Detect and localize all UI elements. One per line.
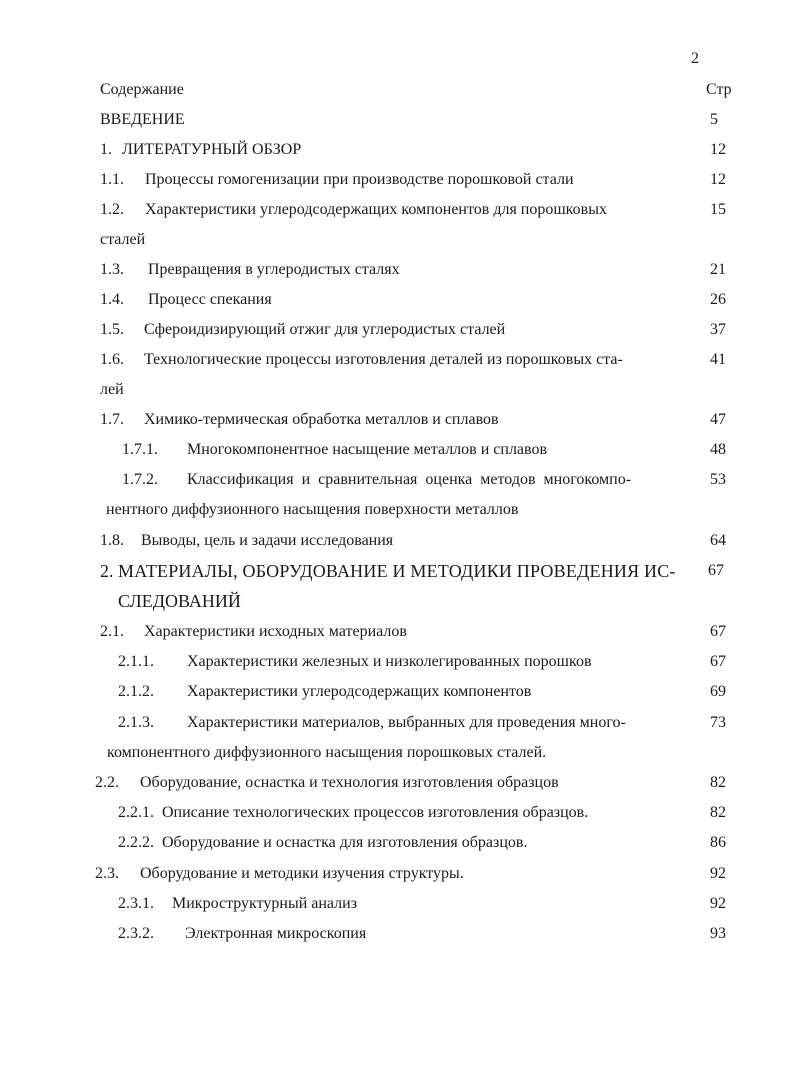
toc-entry-page: 67 — [710, 623, 726, 640]
toc-entry-page: 53 — [710, 471, 726, 488]
page-number: 2 — [691, 50, 699, 67]
toc-entry-title: Технологические процессы изготовления деталей из порошковых ста- — [144, 351, 623, 368]
toc-entry-number: 1.7.2. — [122, 471, 158, 488]
toc-entry-number: 2.1.2. — [118, 683, 154, 700]
toc-entry-title: Классификация и сравнительная оценка методов многокомпо- — [187, 471, 632, 488]
toc-entry — [0, 200, 792, 230]
toc-entry-title: ЛИТЕРАТУРНЫЙ ОБЗОР — [122, 141, 302, 158]
toc-entry — [0, 924, 792, 954]
toc-entry — [0, 440, 792, 470]
toc-entry-page: 12 — [710, 171, 726, 188]
toc-entry-title: Процессы гомогенизации при производстве порошковой стали — [145, 171, 574, 188]
toc-entry-title: Характеристики железных и низколегированных порошков — [187, 653, 592, 670]
toc-entry-title: ВВЕДЕНИЕ — [100, 111, 185, 128]
toc-entry-page: 86 — [710, 834, 726, 851]
toc-entry — [0, 652, 792, 682]
toc-entry-continuation: лей — [100, 381, 124, 398]
toc-entry — [0, 864, 792, 894]
toc-entry — [0, 894, 792, 924]
toc-page-heading: Стр — [706, 81, 732, 98]
toc-entry-number: 2.1.3. — [118, 714, 154, 731]
toc-entry-title: Характеристики исходных материалов — [144, 623, 407, 640]
toc-entry-title: Характеристики материалов, выбранных для проведения много- — [187, 714, 626, 731]
toc-entry-number: 2.1.1. — [118, 653, 154, 670]
toc-entry-title: Оборудование и методики изучения структуры. — [140, 865, 464, 882]
toc-entry-number: 1. — [100, 141, 112, 158]
toc-entry-title: Электронная микроскопия — [185, 925, 367, 942]
toc-heading: Содержание — [100, 81, 184, 98]
toc-entry-page: 92 — [710, 865, 726, 882]
toc-entry — [0, 803, 792, 833]
toc-entry-number: 2.2.1. — [118, 804, 154, 821]
toc-entry-page: 48 — [710, 441, 726, 458]
toc-entry-page: 21 — [710, 261, 726, 278]
toc-entry — [0, 470, 792, 500]
toc-entry-page: 73 — [710, 714, 726, 731]
toc-entry — [0, 110, 792, 140]
toc-entry-title: Описание технологических процессов изготовления образцов. — [162, 804, 589, 821]
toc-entry-number: 2.2.2. — [118, 834, 154, 851]
toc-heading-row — [0, 80, 792, 110]
toc-entry — [0, 561, 792, 591]
toc-entry-number: 2.3.2. — [118, 925, 154, 942]
toc-entry-number: 2.3. — [95, 865, 119, 882]
toc-entry-title: Оборудование, оснастка и технология изготовления образцов — [140, 774, 559, 791]
toc-entry — [0, 170, 792, 200]
toc-entry-number: 1.1. — [100, 171, 124, 188]
toc-entry — [0, 833, 792, 863]
toc-entry-number: 2.1. — [100, 623, 124, 640]
toc-entry-page: 82 — [710, 804, 726, 821]
toc-entry-number: 1.6. — [100, 351, 124, 368]
toc-entry-title: Химико-термическая обработка металлов и сплавов — [144, 411, 499, 428]
toc-entry-number: 1.4. — [100, 291, 124, 308]
toc-entry-title: Превращения в углеродистых сталях — [148, 261, 400, 278]
toc-entry-number: 1.2. — [100, 201, 124, 218]
toc-entry-title: Оборудование и оснастка для изготовления образцов. — [162, 834, 528, 851]
toc-entry-page: 41 — [710, 351, 726, 368]
toc-entry-page: 64 — [710, 532, 726, 549]
toc-entry-number: 1.7.1. — [122, 441, 158, 458]
toc-entry-number: 1.3. — [100, 261, 124, 278]
toc-entry-continuation: нентного диффузионного насыщения поверхности металлов — [106, 501, 519, 518]
toc-entry — [0, 713, 792, 743]
toc-entry-title: Сфероидизирующий отжиг для углеродистых сталей — [144, 321, 506, 338]
toc-entry-page: 67 — [710, 653, 726, 670]
toc-entry-number: 1.7. — [100, 411, 124, 428]
toc-entry-page: 69 — [710, 683, 726, 700]
toc-entry-continuation: СЛЕДОВАНИЙ — [118, 591, 241, 611]
toc-entry-page: 12 — [710, 141, 726, 158]
toc-entry — [0, 350, 792, 380]
toc-entry-title: Микроструктурный анализ — [172, 895, 358, 912]
toc-entry-number: 1.5. — [100, 321, 124, 338]
toc-entry — [0, 682, 792, 712]
toc-entry-continuation: компонентного диффузионного насыщения порошковых сталей. — [107, 744, 547, 761]
toc-entry-title: Характеристики углеродсодержащих компонентов для порошковых — [145, 201, 607, 218]
toc-entry-page: 15 — [710, 201, 726, 218]
toc-entry-page: 47 — [710, 411, 726, 428]
toc-entry — [0, 260, 792, 290]
toc-entry-page: 82 — [710, 774, 726, 791]
toc-entry-number: 1.8. — [100, 532, 124, 549]
toc-entry-number: 2. — [100, 561, 114, 581]
toc-entry-title: Многокомпонентное насыщение металлов и сплавов — [187, 441, 548, 458]
toc-entry — [0, 290, 792, 320]
toc-entry — [0, 320, 792, 350]
toc-entry-number: 2.2. — [95, 774, 119, 791]
toc-entry-page: 5 — [710, 111, 718, 128]
toc-entry — [0, 773, 792, 803]
toc-entry — [0, 622, 792, 652]
toc-entry — [0, 531, 792, 561]
toc-entry-title: МАТЕРИАЛЫ, ОБОРУДОВАНИЕ И МЕТОДИКИ ПРОВЕДЕНИЯ ИС- — [118, 561, 676, 581]
toc-entry — [0, 140, 792, 170]
toc-entry-title: Процесс спекания — [148, 291, 272, 308]
toc-entry-page: 37 — [710, 321, 726, 338]
toc-entry — [0, 410, 792, 440]
toc-entry-page: 67 — [708, 562, 724, 579]
toc-entry-page: 92 — [710, 895, 726, 912]
toc-entry-page: 93 — [710, 925, 726, 942]
toc-entry-title: Характеристики углеродсодержащих компонентов — [187, 683, 532, 700]
toc-entry-page: 26 — [710, 291, 726, 308]
toc-entry-title: Выводы, цель и задачи исследования — [141, 532, 394, 549]
toc-entry-continuation: сталей — [100, 231, 146, 248]
toc-entry-number: 2.3.1. — [118, 895, 154, 912]
